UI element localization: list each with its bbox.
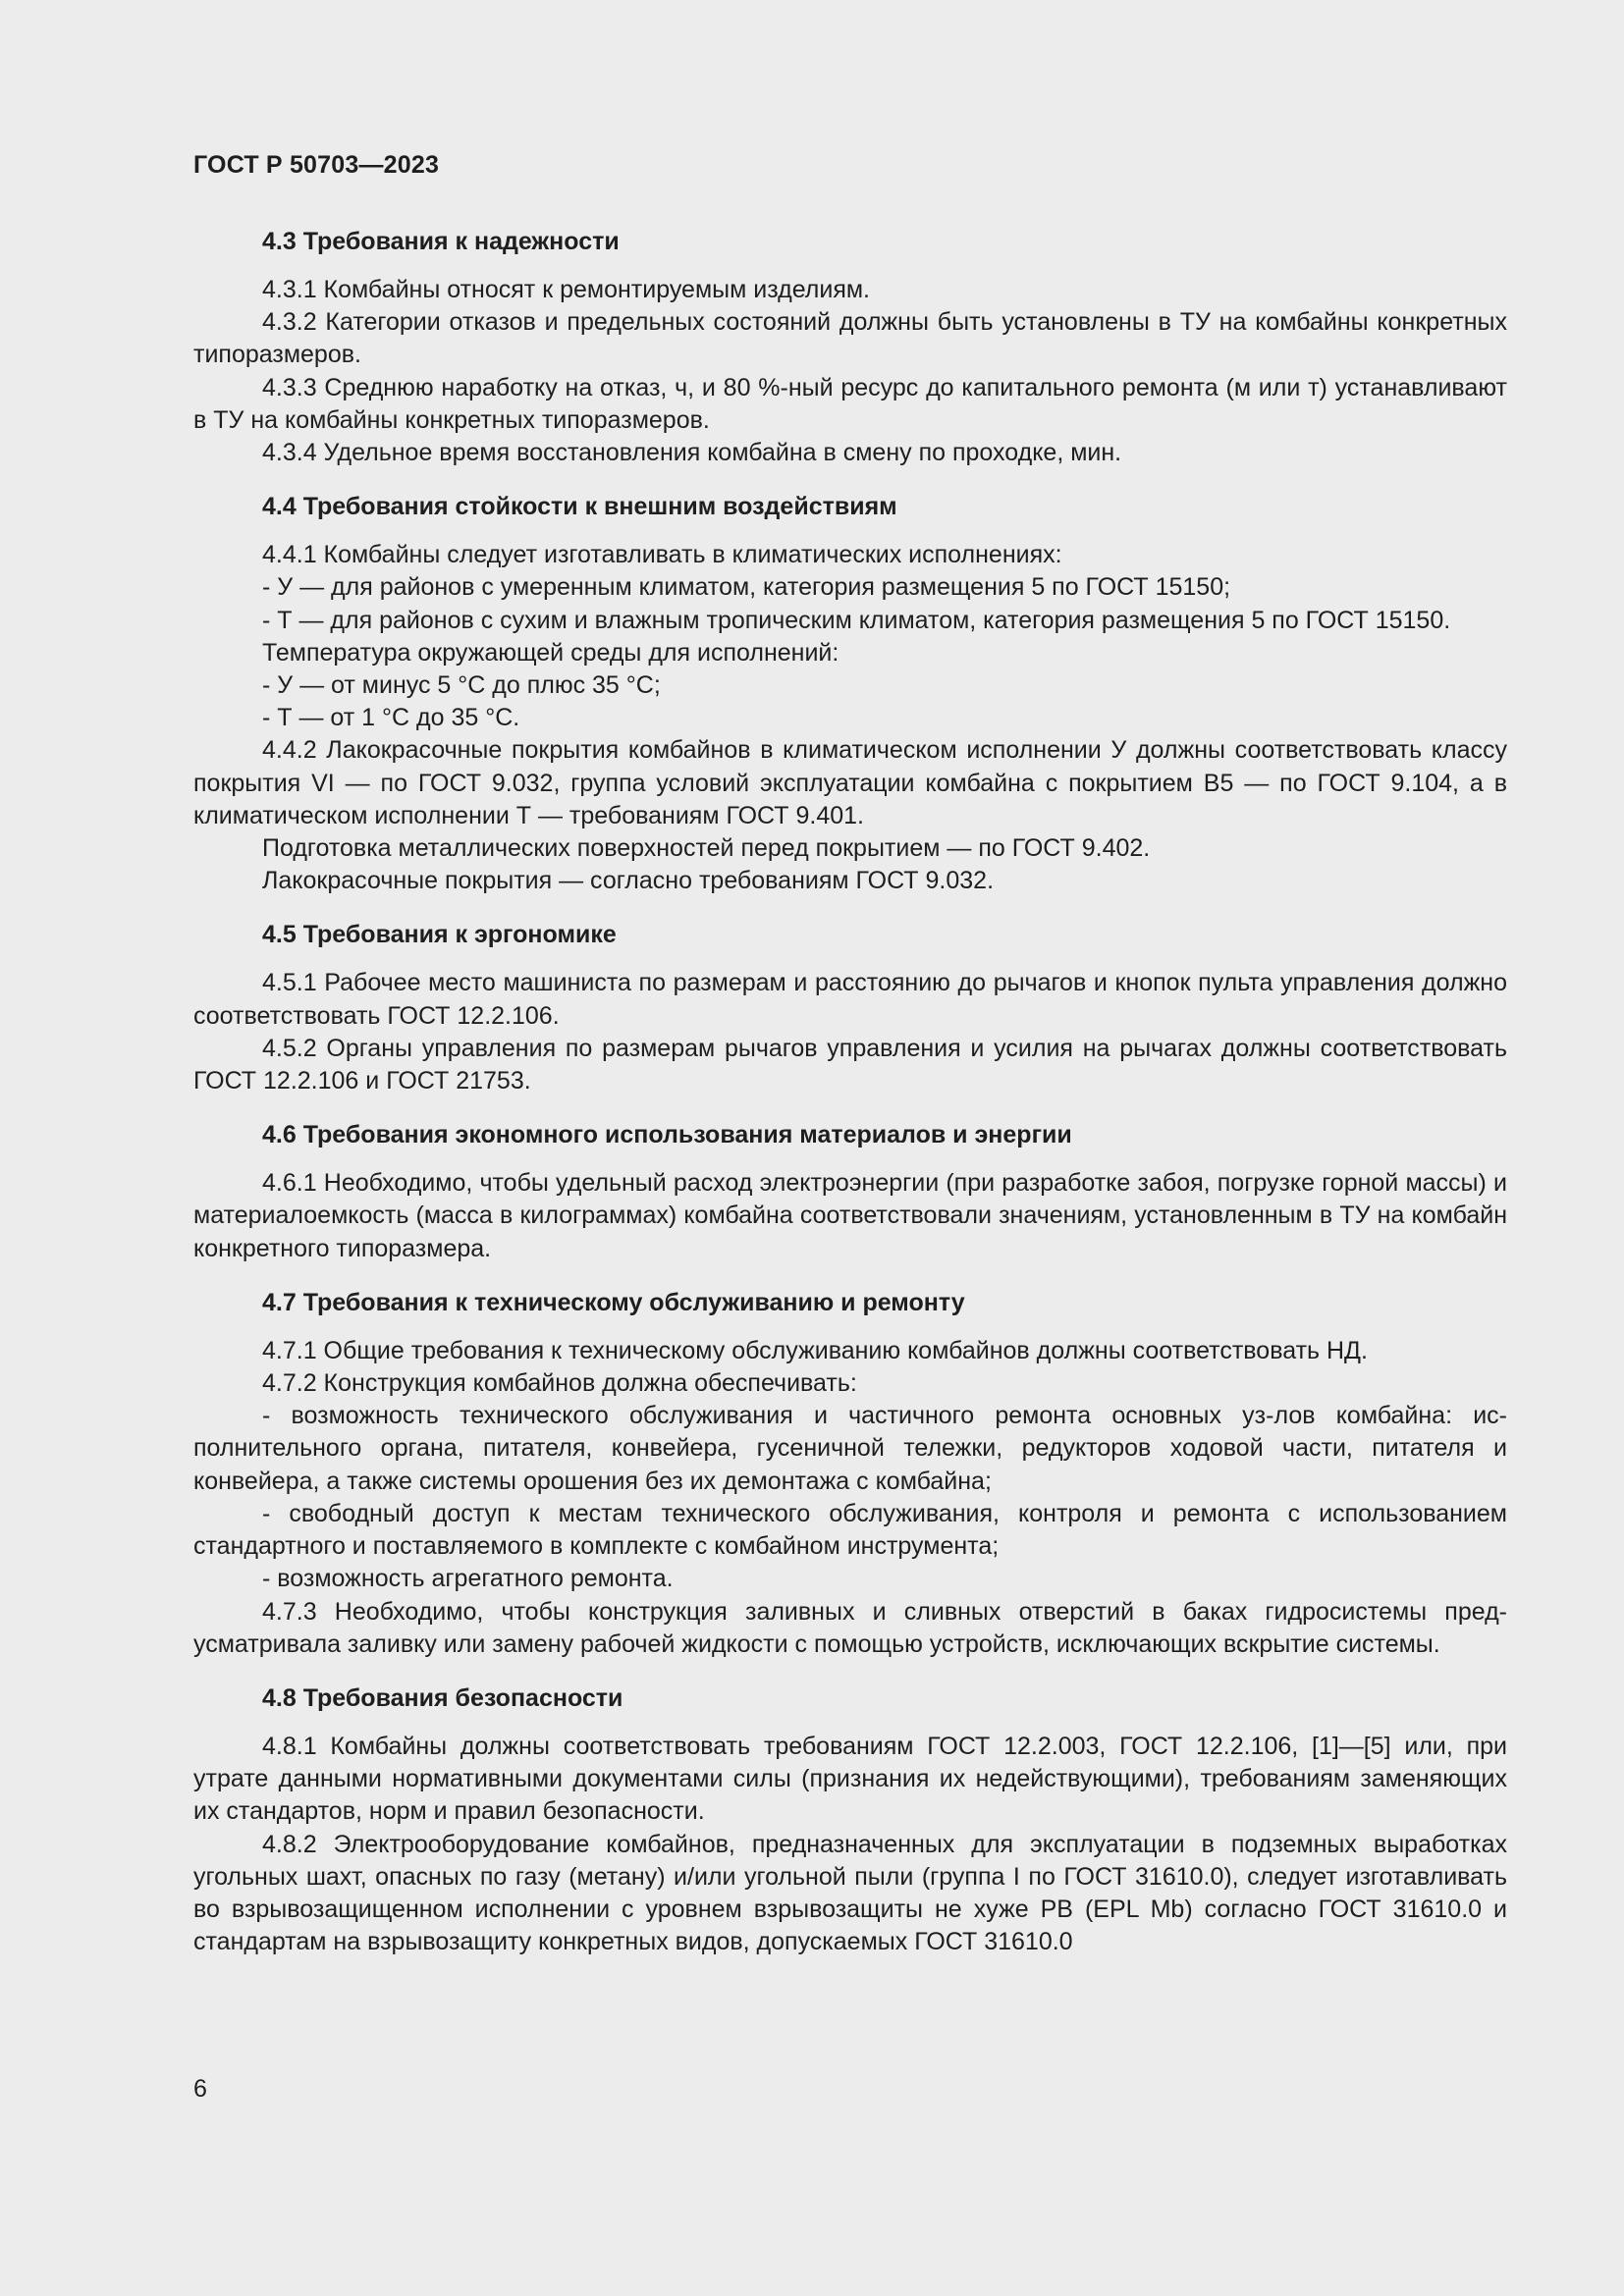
paragraph: Температура окружающей среды для исполнений:	[262, 638, 839, 667]
paragraph: 4.3.1 Комбайны относят к ремонтируемым изделиям.	[262, 276, 871, 303]
section	[193, 491, 1507, 897]
paragraph: 4.5.2 Органы управления по размерам рычагов управления и усилия на рычагах должны соответствовать ГОСТ 12.2.106 и ГОСТ 21753.	[193, 1034, 1507, 1095]
document-body	[193, 226, 1507, 1980]
paragraph: 4.7.2 Конструкция комбайнов должна обеспечивать:	[262, 1369, 857, 1398]
section	[193, 226, 1507, 469]
paragraph: - возможность агрегатного ремонта.	[262, 1565, 674, 1593]
paragraph: - Т — для районов с сухим и влажным тропическим климатом, категория размещения 5 по ГОСТ 15150.	[262, 606, 1451, 634]
paragraph: - возможность технического обслуживания и частичного ремонта основных уз-лов комбайна: исполнительного органа, питателя, конвейера, гусеничной тележки, редукторов ходовой части, питателя и конвейера, а также системы орошения без их демонтажа с комбайна;	[193, 1402, 1507, 1495]
document-code: ГОСТ Р 50703—2023	[193, 151, 440, 179]
page-number: 6	[193, 2075, 207, 2103]
paragraph: 4.3.4 Удельное время восстановления комбайна в смену по проходке, мин.	[262, 439, 1122, 467]
section-heading: 4.4 Требования стойкости к внешним воздействиям	[262, 493, 897, 521]
paragraph: - У — от минус 5 °С до плюс 35 °С;	[262, 671, 661, 700]
paragraph: 4.8.1 Комбайны должны соответствовать требованиям ГОСТ 12.2.003, ГОСТ 12.2.106, [1]—[5] или, при утрате данными нормативными документами силы (признания их недействующими), требованиям заменяющих их стандартов, норм и правил безопасности.	[193, 1732, 1507, 1826]
paragraph: - свободный доступ к местам технического обслуживания, контроля и ремонта с использованием стандартного и поставляемого в комплекте с комбайном инструмента;	[193, 1499, 1507, 1561]
section-heading: 4.3 Требования к надежности	[262, 228, 620, 255]
section-heading: 4.8 Требования безопасности	[262, 1683, 623, 1712]
section	[193, 1287, 1507, 1661]
section-heading: 4.6 Требования экономного использования материалов и энергии	[262, 1121, 1072, 1149]
section-heading: 4.5 Требования к эргономике	[262, 921, 617, 949]
paragraph: 4.8.2 Электрооборудование комбайнов, предназначенных для эксплуатации в подземных выработках угольных шахт, опасных по газу (метану) и/или угольной пыли (группа I по ГОСТ 31610.0), следует изготавливать во взрывозащищенном исполнении с уровнем взрывозащиты не хуже РВ (EPL Mb) согласно ГОСТ 31610.0 и стандартам на взрывозащиту конкретных видов, допускаемых ГОСТ 31610.0	[193, 1830, 1507, 1956]
section-heading: 4.7 Требования к техническому обслуживанию и ремонту	[262, 1288, 965, 1316]
paragraph: 4.6.1 Необходимо, чтобы удельный расход электроэнергии (при разработке забоя, погрузке горной массы) и материалоемкость (масса в килограммах) комбайна соответствовали значениям, установленным в ТУ на комбайн конкретного типоразмера.	[193, 1169, 1507, 1262]
paragraph: 4.7.3 Необходимо, чтобы конструкция заливных и сливных отверстий в баках гидросистемы предусматривала заливку или замену рабочей жидкости с помощью устройств, исключающих вскрытие системы.	[193, 1597, 1507, 1658]
paragraph: 4.4.2 Лакокрасочные покрытия комбайнов в климатическом исполнении У должны соответствовать классу покрытия VI — по ГОСТ 9.032, группа условий эксплуатации комбайна с покрытием В5 — по ГОСТ 9.104, а в климатическом исполнении Т — требованиям ГОСТ 9.401.	[193, 736, 1507, 829]
section	[193, 1682, 1507, 1958]
paragraph: 4.4.1 Комбайны следует изготавливать в климатических исполнениях:	[262, 541, 1062, 569]
paragraph: - Т — от 1 °С до 35 °С.	[262, 704, 520, 732]
section	[193, 919, 1507, 1097]
paragraph: Подготовка металлических поверхностей перед покрытием — по ГОСТ 9.402.	[262, 834, 1151, 863]
paragraph: 4.3.3 Среднюю наработку на отказ, ч, и 80 %-ный ресурс до капитального ремонта (м или т) устанавливают в ТУ на комбайны конкретных типоразмеров.	[193, 373, 1507, 434]
paragraph: 4.3.2 Категории отказов и предельных состояний должны быть установлены в ТУ на комбайны конкретных типоразмеров.	[193, 308, 1507, 369]
paragraph: - У — для районов с умеренным климатом, категория размещения 5 по ГОСТ 15150;	[262, 573, 1231, 602]
paragraph: 4.7.1 Общие требования к техническому обслуживанию комбайнов должны соответствовать НД.	[262, 1336, 1368, 1364]
paragraph: Лакокрасочные покрытия — согласно требованиям ГОСТ 9.032.	[262, 867, 995, 895]
section	[193, 1119, 1507, 1265]
document-page	[193, 0, 1507, 2296]
paragraph: 4.5.1 Рабочее место машиниста по размерам и расстоянию до рычагов и кнопок пульта управления должно соответствовать ГОСТ 12.2.106.	[193, 969, 1507, 1030]
